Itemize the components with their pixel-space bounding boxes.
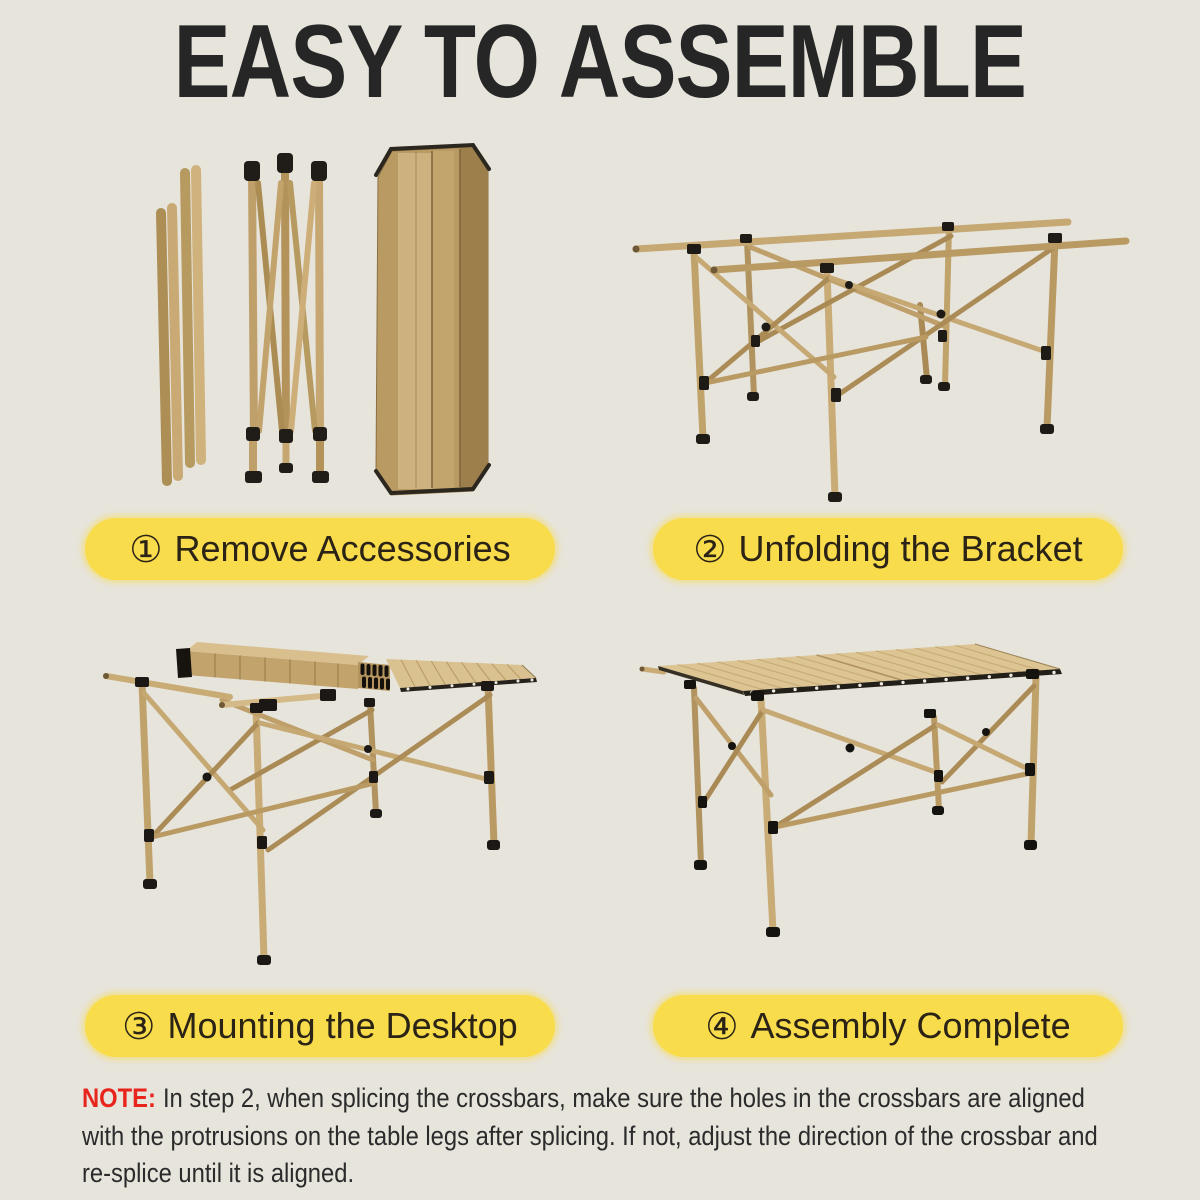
note-label: NOTE: xyxy=(82,1083,156,1113)
step-4-number-icon: ④ xyxy=(705,1005,739,1047)
assembly-note xyxy=(82,1080,1129,1193)
step-3-label-pill xyxy=(85,995,555,1057)
note-body-text: In step 2, when splicing the crossbars, make sure the holes in the crossbars are aligned with the protrusions on the table legs after splicing. If not, adjust the direction of the crossbar and re-splice until it is aligned. xyxy=(82,1083,1098,1188)
table-legs xyxy=(694,677,1036,931)
step-3-number-icon: ③ xyxy=(122,1005,156,1047)
tabletop xyxy=(640,644,1063,696)
step-1-photo xyxy=(120,135,520,515)
step-1-label-pill xyxy=(85,518,555,580)
step-3-label-text: Mounting the Desktop xyxy=(167,1005,518,1046)
slat-grille xyxy=(358,662,390,691)
frame-legs xyxy=(142,683,494,959)
step-2-number-icon: ② xyxy=(693,528,727,570)
rolled-tabletop xyxy=(376,145,489,495)
table-hardware xyxy=(684,669,1039,937)
slab-end-cap xyxy=(176,648,192,678)
step-4-photo xyxy=(630,620,1170,980)
unrolled-top-section xyxy=(386,659,537,692)
step-1-label-text: Remove Accessories xyxy=(174,528,511,569)
step-1-number-icon: ① xyxy=(129,528,163,570)
step-4-label-pill xyxy=(653,995,1123,1057)
frame-braces xyxy=(144,693,490,850)
page-title-text: EASY TO ASSEMBLE xyxy=(173,4,1027,120)
page-title xyxy=(0,4,1200,120)
crossbar-poles xyxy=(161,170,201,481)
assembled-table-illustration xyxy=(630,620,1170,980)
table-braces xyxy=(696,686,1034,827)
mounting-desktop-illustration xyxy=(70,625,590,985)
step-2-label-text: Unfolding the Bracket xyxy=(738,528,1083,569)
step-2-photo xyxy=(620,185,1140,515)
frame-hardware xyxy=(687,222,1062,502)
frame-hardware xyxy=(135,677,500,965)
step-2-label-pill xyxy=(653,518,1123,580)
step-3-photo xyxy=(70,625,590,985)
rolled-slab xyxy=(176,642,390,691)
step-4-label-text: Assembly Complete xyxy=(750,1005,1071,1046)
disassembled-parts-illustration xyxy=(120,135,520,515)
folded-bracket xyxy=(244,153,329,483)
unfolded-bracket-illustration xyxy=(620,185,1140,515)
